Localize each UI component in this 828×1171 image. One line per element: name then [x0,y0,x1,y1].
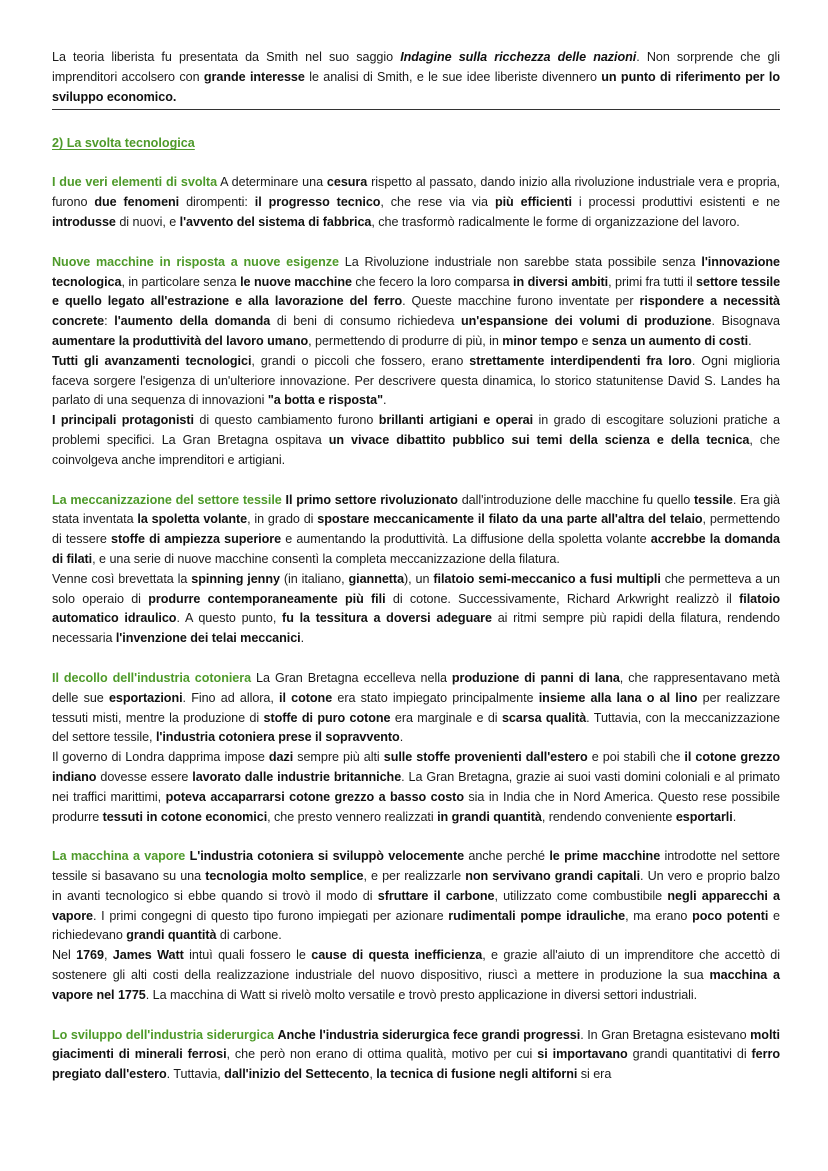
paragraph-block [52,847,780,1005]
bold-text: Il primo settore rivoluzionato [285,492,458,507]
paragraph [52,352,780,411]
text-run: si era [577,1067,612,1082]
bold-text: filatoio semi-meccanico a fusi multipli [433,571,661,586]
bold-text: il cotone grezzo indiano [52,750,781,784]
text-run: . [399,730,404,745]
text-run: e richiedevano [52,908,781,943]
bold-text: 1769 [76,948,104,963]
text-run: e poi stabilì che [587,750,685,765]
bold-text: tecnologia molto semplice [205,869,364,884]
bold-text: produrre contemporaneamente più fili [148,591,386,606]
bold-text: cesura [326,175,368,190]
text-run: sia in India che in Nord America. Questo rese possibile produrre [52,789,780,824]
paragraph [52,946,780,1005]
text-run: . Queste macchine furono inventate per [402,294,640,309]
text-run: che permetteva a un solo operaio di [52,571,780,606]
bold-text: si importavano [537,1047,628,1062]
bold-text: rudimentali pompe idrauliche [448,908,626,923]
text-run: , grandi o piccoli che fossero, erano [251,353,470,368]
bold-text: l'avvento del sistema di fabbrica [179,214,372,229]
bold-text: ferro pregiato dall'estero [52,1047,780,1082]
text-run: La teoria liberista fu presentata da Smith nel suo saggio [52,50,401,64]
paragraph [52,669,780,748]
bold-text: più efficienti [494,195,572,210]
bold-text: senza un aumento di costi [591,333,749,348]
text-run: . I primi congegni di questo tipo furono impiegati per azionare [93,908,449,923]
bold-text: dazi [268,750,294,765]
bold-text: l'industria cotoniera prese il sopravvento [155,730,400,745]
paragraph-heading: La meccanizzazione del settore tessile [52,492,282,507]
text-run: anche perché [464,849,550,864]
text-run: per realizzare tessuti misti, mentre la produzione di [52,690,781,725]
text-run: . Un vero e proprio balzo in avanti tecnologico si ebbe quando si trovò il modo di [52,869,781,903]
paragraph-block [52,253,780,471]
text-run: . Tuttavia, con la meccanizzazione del settore tessile, [52,710,780,745]
text-run: , e grazie all'aiuto di un imprenditore che accettò di sostenere gli alti costi della realizzazione industriale del nuovo dispositivo, riuscì a mettere in produzione la sua [52,948,780,983]
text-run: Venne così brevettata la [52,571,192,586]
text-run: . [383,393,387,408]
text-run: , permettendo di produrre di più, in [308,333,503,348]
text-run: . Ogni miglioria faceva sorgere l'esigenza di un'ulteriore innovazione. Per descrivere questa dinamica, lo storico statunitense David S. Landes ha parlato di una sequenza di innovazioni [52,353,780,408]
text-run: rispetto al passato, dando inizio alla rivoluzione industriale vera e propria, furono [52,175,780,210]
text-run: , [369,1067,377,1082]
paragraph [52,748,780,827]
text-run: , [103,948,113,963]
text-run: . [732,809,737,824]
text-run: . [748,333,752,348]
bold-text: l'aumento della domanda [114,314,271,329]
paragraph [52,411,780,470]
text-run: ai ritmi sempre più rapidi della filatura, rendendo necessaria [52,611,780,646]
bold-text: giannetta [348,571,405,586]
bold-text: macchina a vapore nel 1775 [52,968,780,1002]
bold-text: strettamente interdipendenti fra loro [469,353,692,368]
bold-text: tessile [694,492,733,507]
text-run: . La macchina di Watt si rivelò molto versatile e trovò presto applicazione in diversi settori industriali. [145,987,698,1002]
text-run: sempre più alti [293,750,384,765]
text-run: , che rese via via [380,195,495,210]
paragraphs [52,173,780,1085]
text-run: . A questo punto, [176,611,283,626]
text-run: . Fino ad allora, [182,690,280,705]
text-run: , primi fra tutti il [608,274,697,289]
bold-text: non servivano grandi capitali [465,869,641,884]
text-run: di carbone. [216,928,282,943]
paragraph-heading: Il decollo dell'industria cotoniera [52,670,252,685]
text-run: , in particolare senza [121,274,241,289]
bold-text: poteva accaparrarsi cotone grezzo a basso costo [165,789,464,804]
text-run: , ma erano [625,908,693,923]
text-run: , utilizzato come combustibile [494,888,668,903]
bold-text: "a botta e risposta" [267,393,384,408]
text-run: , permettendo di tessere [52,512,780,547]
text-run: (in italiano, [279,571,349,586]
text-run: dall'introduzione delle macchine fu quello [457,492,694,507]
text-run: e [578,333,592,348]
bold-text: rispondere a necessità concrete [52,294,780,329]
bold-text: introdusse [52,214,116,229]
text-run: intuì quali fossero le [183,948,312,963]
bold-text: fu la tessitura a doversi adeguare [282,611,492,626]
bold-text: la tecnica di fusione negli altiforni [376,1067,578,1082]
paragraph [52,570,780,649]
bold-text: le prime macchine [549,849,661,864]
bold-text: il cotone [279,690,333,705]
bold-text: l'invenzione dei telai meccanici [115,631,301,646]
bold-text: in grandi quantità [437,809,542,824]
text-run: , che coinvolgeva anche imprenditori e artigiani. [52,432,780,467]
text-run: , che rappresentavano metà delle sue [52,670,780,705]
bold-text: settore tessile e quello legato all'estrazione e alla lavorazione del ferro [52,274,781,309]
paragraph [52,1026,780,1085]
bold-text: esportazioni [108,690,183,705]
text-run: Il governo di Londra dapprima impose [52,750,269,765]
text-run: . In Gran Bretagna esistevano [580,1027,751,1042]
text-run: grandi quantitativi di [627,1047,752,1062]
bold-text: grandi quantità [126,928,217,943]
bold-text: grande interesse [203,69,305,84]
paragraph-heading: Lo sviluppo dell'industria siderurgica [52,1027,274,1042]
bold-text: Tutti gli avanzamenti tecnologici [52,353,252,368]
text-run: i processi produttivi esistenti e ne [571,195,781,210]
bold-text: stoffe di ampiezza superiore [110,532,282,547]
bold-text: negli apparecchi a vapore [52,888,780,923]
text-run: La Gran Bretagna eccelleva nella [251,670,452,685]
text-run: . Era già stata inventata [52,492,780,527]
paragraph-heading: La macchina a vapore [52,849,186,864]
text-run: di beni di consumo richiedeva [270,314,461,329]
bold-text: lavorato dalle industrie britanniche [192,769,402,784]
text-run: ), un [404,571,434,586]
text-run: , in grado di [247,512,318,527]
bold-text: accrebbe la domanda di filati [52,532,780,566]
intro-paragraph [52,48,780,110]
paragraph [52,173,780,232]
bold-text: un'espansione dei volumi di produzione [460,314,712,329]
bold-text: le nuove macchine [240,274,352,289]
bold-text: aumentare la produttività del lavoro umano [52,333,309,348]
bold-text: James Watt [112,948,184,963]
text-run: e aumentando la produttività. La diffusione della spoletta volante [281,532,651,547]
bold-italic-text: Indagine sulla ricchezza delle nazioni [400,50,637,64]
bold-text: sulle stoffe provenienti dall'estero [383,750,588,765]
bold-text: insieme alla lana o al lino [538,690,698,705]
bold-text: il progresso tecnico [254,195,381,210]
bold-text: poco potenti [692,908,769,923]
text-run: . Non sorprende che gli imprenditori accolsero con [52,50,781,84]
bold-text: un punto di riferimento per lo sviluppo economico. [52,69,780,104]
bold-text: tessuti in cotone economici [102,809,268,824]
bold-text: scarsa qualità [501,710,587,725]
text-run: , rendendo conveniente [541,809,676,824]
bold-text: molti giacimenti di minerali ferrosi [52,1027,780,1062]
bold-text: I principali protagonisti [52,413,194,428]
bold-text: la spoletta volante [137,512,248,527]
text-run: , e una serie di nuove macchine consentì la completa meccanizzazione della filatura. [92,551,560,566]
bold-text: stoffe di puro cotone [263,710,391,725]
text-run: . La Gran Bretagna, grazie ai suoi vasti domini coloniali e al primato nei traffici marittimi, [52,769,780,804]
text-run: di nuovi, e [115,214,180,229]
text-run: le analisi di Smith, e le sue idee liberiste divennero [304,69,602,84]
text-run: era marginale e di [390,710,502,725]
bold-text: dall'inizio del Settecento [224,1067,370,1082]
bold-text: produzione di panni di lana [451,670,620,685]
bold-text: spostare meccanicamente il filato da una parte all'altra del telaio [317,512,703,527]
text-run: di questo cambiamento furono [193,413,379,428]
text-run: in grado di escogitare soluzioni pratiche a problemi specifici. La Gran Bretagna ospitava [52,413,780,447]
bold-text: esportarli [675,809,733,824]
paragraph-block [52,491,780,649]
bold-text: brillanti artigiani e operai [378,413,534,428]
text-run: A determinare una [217,175,327,190]
paragraph-heading: Nuove macchine in risposta a nuove esigenze [52,254,339,269]
text-run: . [300,631,305,646]
paragraph-block [52,669,780,827]
bold-text: sfruttare il carbone [377,888,495,903]
bold-text: in diversi ambiti [513,274,609,289]
text-run: introdotte nel settore tessile si basavano su una [52,849,780,884]
text-run: , che presto vennero realizzati [267,809,438,824]
bold-text: cause di questa inefficienza [311,948,483,963]
bold-text: spinning jenny [191,571,280,586]
paragraph-heading: I due veri elementi di svolta [52,175,218,190]
bold-text: minor tempo [502,333,579,348]
text-run: . Tuttavia, [166,1067,225,1082]
text-run: dirompenti: [179,195,255,210]
text-run: , e per realizzarle [363,869,466,884]
bold-text: l'innovazione tecnologica [52,254,780,289]
bold-text: un vivace dibattito pubblico sui temi della scienza e della tecnica [328,432,750,447]
paragraph [52,491,780,570]
text-run: : [104,314,115,329]
paragraph-block [52,173,780,232]
paragraph [52,253,780,352]
paragraph-block [52,1026,780,1085]
text-run: dovesse essere [96,769,193,784]
paragraph [52,847,780,946]
bold-text: L'industria cotoniera si sviluppò velocemente [189,849,465,864]
bold-text: filatoio automatico idraulico [52,591,780,626]
text-run: Nel [52,948,77,963]
text-run: . Bisognava [711,314,780,329]
text-run: di cotone. Successivamente, Richard Arkwright realizzò il [385,591,740,606]
text-run: La Rivoluzione industriale non sarebbe stata possibile senza [338,254,702,269]
section-title: 2) La svolta tecnologica [52,136,195,151]
bold-text: Anche l'industria siderurgica fece grandi progressi [277,1027,581,1042]
text-run: , che però non erano di ottima qualità, motivo per cui [226,1047,538,1062]
text-run: era stato impiegato principalmente [332,690,539,705]
text-run: che fecero la loro comparsa [351,274,514,289]
bold-text: due fenomeni [94,195,180,210]
text-run: , che trasformò radicalmente le forme di organizzazione del lavoro. [371,214,740,229]
